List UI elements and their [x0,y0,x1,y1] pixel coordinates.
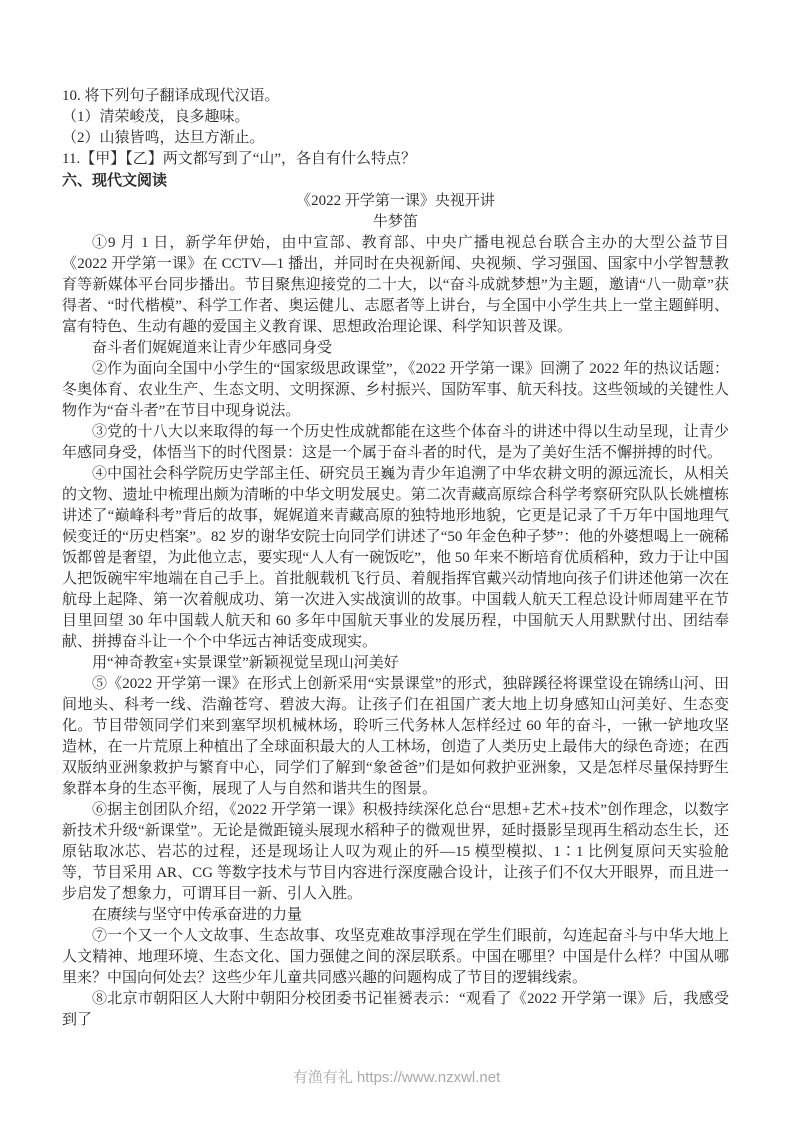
article-paragraph-1: ①9 月 1 日，新学年伊始，由中宣部、教育部、中央广播电视总台联合主办的大型公益节目《2022 开学第一课》在 CCTV—1 播出，并同时在央视新闻、央视频、学习强国、国家中小学智慧教育等新媒体平台同步播出。节目聚焦迎接党的二十大，以“奋斗成就梦想”为主题，邀请“八一勋章”获得者、“时代楷模”、科学工作者、奥运健儿、志愿者等上讲台，与全国中小学生共上一堂主题鲜明、富有特色、生动有趣的爱国主义教育课、思想政治理论课、科学知识普及课。 [62,235,729,335]
section-heading: 六、现代文阅读 [62,172,168,189]
question-block [62,86,729,170]
article [62,191,729,1031]
article-paragraph-7: ⑦一个又一个人文故事、生态故事、攻坚克难故事浮现在学生们眼前，勾连起奋斗与中华大地上人文精神、地理环境、生态文化、国力强健之间的深层联系。中国在哪里？中国是什么样？中国从哪里来？中国向何处去？这些少年儿童共同感兴趣的问题构成了节目的逻辑线索。 [62,928,729,986]
question-10-item-2: （2）山猿皆鸣，达旦方渐止。 [62,130,265,146]
footer-watermark-link[interactable]: 有渔有礼 https://www.nzxwl.net [292,1069,501,1086]
article-paragraph-6: ⑥据主创团队介绍，《2022 开学第一课》积极持续深化总台“思想+艺术+技术”创作理念，以数字新技术升级“新课堂”。无论是微距镜头展现水稻种子的微观世界，延时摄影呈现再生稻动态生长，还原钻取冰芯、岩芯的过程，还是现场让人叹为观止的歼—15 模型模拟、1∶1 比例复原问天实验舱等，节目采用 AR、CG 等数字技术与节目内容进行深度融合设计，让孩子们不仅大开眼界，而且进一步启发了想象力，可谓耳目一新、引人入胜。 [62,802,729,902]
question-11: 11.【甲】【乙】两文都写到了“山”，各自有什么特点？ [62,151,417,167]
document-page [62,86,729,1031]
article-paragraph-2: ②作为面向全国中小学生的“国家级思政课堂”，《2022 开学第一课》回溯了 2022 年的热议话题：冬奥体育、农业生产、生态文明、文明探源、乡村振兴、国防军事、航天科技。这些领域的关键性人物作为“奋斗者”在节目中现身说法。 [62,361,729,419]
article-body [62,233,729,1031]
article-paragraph-4: ④中国社会科学院历史学部主任、研究员王巍为青少年追溯了中华农耕文明的源远流长，从相关的文物、遗址中梳理出颇为清晰的中华文明发展史。第二次青藏高原综合科学考察研究队队长姚檀栋讲述了“巅峰科考”背后的故事，娓娓道来青藏高原的独特地形地貌，它更是记录了千万年中国地理气候变迁的“历史档案”。82 岁的谢华安院士向同学们讲述了“50 年金色种子梦”：他的外婆想喝上一碗稀饭都曾是奢望，为此他立志，要实现“人人有一碗饭吃”，他 50 年来不断培育优质稻种，致力于让中国人把饭碗牢牢地端在自己手上。首批舰载机飞行员、着舰指挥官戴兴动情地向孩子们讲述他第一次在航母上起降、第一次着舰成功、第一次进入实战演训的故事。中国载人航天工程总设计师周建平在节目里回望 30 年中国载人航天和 60 多年中国航天事业的发展历程，中国航天人用默默付出、团结奉献、拼搏奋斗让一个个中华远古神话变成现实。 [62,466,729,650]
article-author: 牛梦笛 [372,214,418,230]
article-subheading-2: 用“神奇教室+实景课堂”新颖视觉呈现山河美好 [92,655,399,671]
article-subheading-1: 奋斗者们娓娓道来让青少年感同身受 [92,340,333,356]
article-paragraph-3: ③党的十八大以来取得的每一个历史性成就都能在这些个体奋斗的讲述中得以生动呈现，让青少年感同身受，体悟当下的时代图景：这是一个属于奋斗者的时代，是为了美好生活不懈拼搏的时代。 [62,424,729,461]
article-paragraph-5: ⑤《2022 开学第一课》在形式上创新采用“实景课堂”的形式，独辟蹊径将课堂设在锦绣山河、田间地头、科考一线、浩瀚苍穹、碧波大海。让孩子们在祖国广袤大地上切身感知山河美好、生态变化。节目带领同学们来到塞罕坝机械林场，聆听三代务林人怎样经过 60 年的奋斗，一锹一铲地攻坚造林，在一片荒原上种植出了全球面积最大的人工林场，创造了人类历史上最伟大的绿色奇迹；在西双版纳亚洲象救护与繁育中心，同学们了解到“象爸爸”们是如何救护亚洲象，又是怎样尽量保持野生象群本身的生态平衡，展现了人与自然和谐共生的图景。 [62,676,729,797]
article-subheading-3: 在赓续与坚守中传承奋进的力量 [92,907,303,923]
question-10-item-1: （1）清荣峻茂，良多趣味。 [62,109,250,125]
article-paragraph-8: ⑧北京市朝阳区人大附中朝阳分校团委书记崔赟表示：“观看了《2022 开学第一课》后，我感受到了 [62,991,729,1028]
article-title: 《2022 开学第一课》央视开讲 [296,193,495,209]
question-10: 10. 将下列句子翻译成现代汉语。 [62,88,280,104]
